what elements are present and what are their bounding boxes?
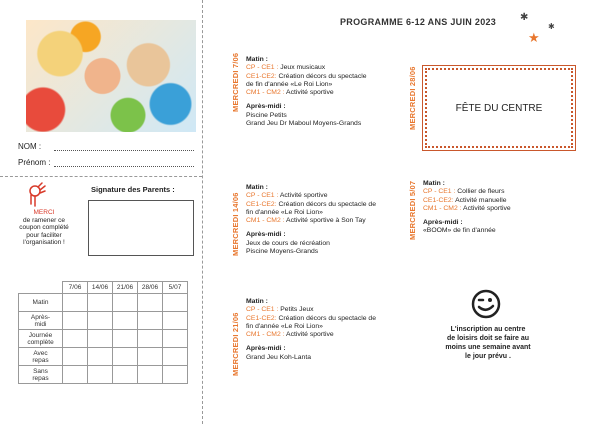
star-icon: ★ [528,30,540,45]
thanks-note [14,209,74,247]
day-block-14-06 [246,184,406,256]
afternoon-heading: Après-midi : [423,219,463,227]
morning-heading: Matin : [423,180,445,187]
checkbox-cell[interactable] [63,312,88,330]
activity-line: CE1-CE2: Création décors du spectacle [246,72,367,80]
day-label-7-06: MERCREDI 7/06 [231,52,240,112]
checkbox-cell[interactable] [138,312,163,330]
row-label: Journée complète [19,330,63,348]
event-title: FÊTE DU CENTRE [455,102,543,114]
checkbox-cell[interactable] [138,366,163,384]
checkbox-cell[interactable] [63,366,88,384]
row-label: Après- midi [19,312,63,330]
activity-line: Piscine Moyens-Grands [246,248,319,256]
notice-line: moins une semaine avant [445,344,531,351]
table-row [19,330,188,348]
activity-line: CM1 - CM2 : Activité sportive [423,204,511,212]
activity-line: Grand Jeu Koh-Lanta [246,353,311,361]
thanks-line: l'organisation ! [23,239,65,247]
activity-line: CM1 - CM2 : Activité sportive à Son Tay [246,217,366,225]
program-title: PROGRAMME 6-12 ANS JUIN 2023 [340,17,497,27]
date-header: 21/06 [113,282,138,294]
checkbox-cell[interactable] [113,366,138,384]
day-label-21-06: MERCREDI 21/06 [231,312,240,376]
attendance-table [18,281,188,384]
checkbox-cell[interactable] [63,348,88,366]
day-label-28-06: MERCREDI 28/06 [408,66,417,130]
activity-line: CE1-CE2: Création décors du spectacle de [246,200,376,208]
morning-heading: Matin : [246,298,268,305]
checkbox-cell[interactable] [113,348,138,366]
activity-line: CE1-CE2: Création décors du spectacle de [246,314,376,322]
checkbox-cell[interactable] [88,294,113,312]
activity-line: CM1 - CM2 : Activité sportive [246,331,334,339]
activity-line: fin d'année «Le Roi Lion» [246,322,323,330]
children-photo [26,20,196,132]
activity-line: fin d'année «Le Roi Lion» [246,208,323,216]
table-row [19,366,188,384]
activity-line: Piscine Petits [246,111,287,119]
day-label-14-06: MERCREDI 14/06 [231,192,240,256]
star-icon: ✱ [520,12,529,23]
thanks-line: MERCI [33,209,55,216]
activity-line: de fin d'année «Le Roi Lion» [246,80,333,88]
table-row [19,294,188,312]
checkbox-cell[interactable] [63,294,88,312]
checkbox-cell[interactable] [113,294,138,312]
afternoon-heading: Après-midi : [246,103,286,111]
day-label-5-07: MERCREDI 5/07 [408,180,417,240]
activity-line: CP - CE1 : Jeux musicaux [246,64,326,72]
checkbox-cell[interactable] [163,294,188,312]
name-field[interactable] [54,150,194,151]
name-label: NOM : [18,142,42,151]
checkbox-cell[interactable] [138,330,163,348]
signature-box[interactable] [88,200,194,256]
date-header: 14/06 [88,282,113,294]
notice-line: L'inscription au centre [450,326,526,333]
day-block-21-06 [246,298,406,362]
checkbox-cell[interactable] [88,330,113,348]
ok-hand-icon [26,182,48,208]
date-header: 7/06 [63,282,88,294]
table-row [19,348,188,366]
event-stamp [425,68,573,148]
checkbox-cell[interactable] [163,366,188,384]
thanks-line: pour faciliter [26,231,62,239]
star-icon: ✱ [548,22,555,31]
checkbox-cell[interactable] [88,312,113,330]
day-block-7-06 [246,56,406,128]
activity-line: Jeux de cours de récréation [246,239,330,247]
notice-line: le jour prévu . [465,353,511,360]
day-block-5-07 [423,180,583,236]
checkbox-cell[interactable] [163,348,188,366]
wink-smiley-icon [470,288,502,320]
notice-line: de loisirs doit se faire au [446,335,530,342]
cut-line [0,176,202,177]
checkbox-cell[interactable] [88,348,113,366]
row-label: Matin [19,294,63,312]
activity-line: CE1-CE2: Activité manuelle [423,196,507,204]
afternoon-heading: Après-midi : [246,345,286,353]
checkbox-cell[interactable] [138,294,163,312]
fold-line-vertical [202,0,203,424]
firstname-label: Prénom : [18,158,51,167]
activity-line: Grand Jeu Dr Maboul Moyens-Grands [246,120,362,128]
checkbox-cell[interactable] [63,330,88,348]
thanks-line: coupon complété [19,224,69,232]
firstname-field[interactable] [54,166,194,167]
activity-line: «BOOM» de fin d'année [423,227,496,235]
attendance-header-row [19,282,188,294]
checkbox-cell[interactable] [163,330,188,348]
checkbox-cell[interactable] [113,312,138,330]
checkbox-cell[interactable] [138,348,163,366]
checkbox-cell[interactable] [113,330,138,348]
activity-line: CP - CE1 : Collier de fleurs [423,188,505,196]
morning-heading: Matin : [246,56,268,63]
checkbox-cell[interactable] [163,312,188,330]
table-row [19,312,188,330]
registration-notice [428,325,548,361]
checkbox-cell[interactable] [88,366,113,384]
activity-line: CP - CE1 : Petits Jeux [246,306,314,314]
signature-label: Signature des Parents : [91,185,175,194]
row-label: Avec repas [19,348,63,366]
row-label: Sans repas [19,366,63,384]
activity-line: CM1 - CM2 : Activité sportive [246,89,334,97]
afternoon-heading: Après-midi : [246,231,286,239]
activity-line: CP - CE1 : Activité sportive [246,192,328,200]
date-header: 5/07 [163,282,188,294]
thanks-line: de ramener ce [23,216,65,224]
morning-heading: Matin : [246,184,268,191]
date-header: 28/06 [138,282,163,294]
